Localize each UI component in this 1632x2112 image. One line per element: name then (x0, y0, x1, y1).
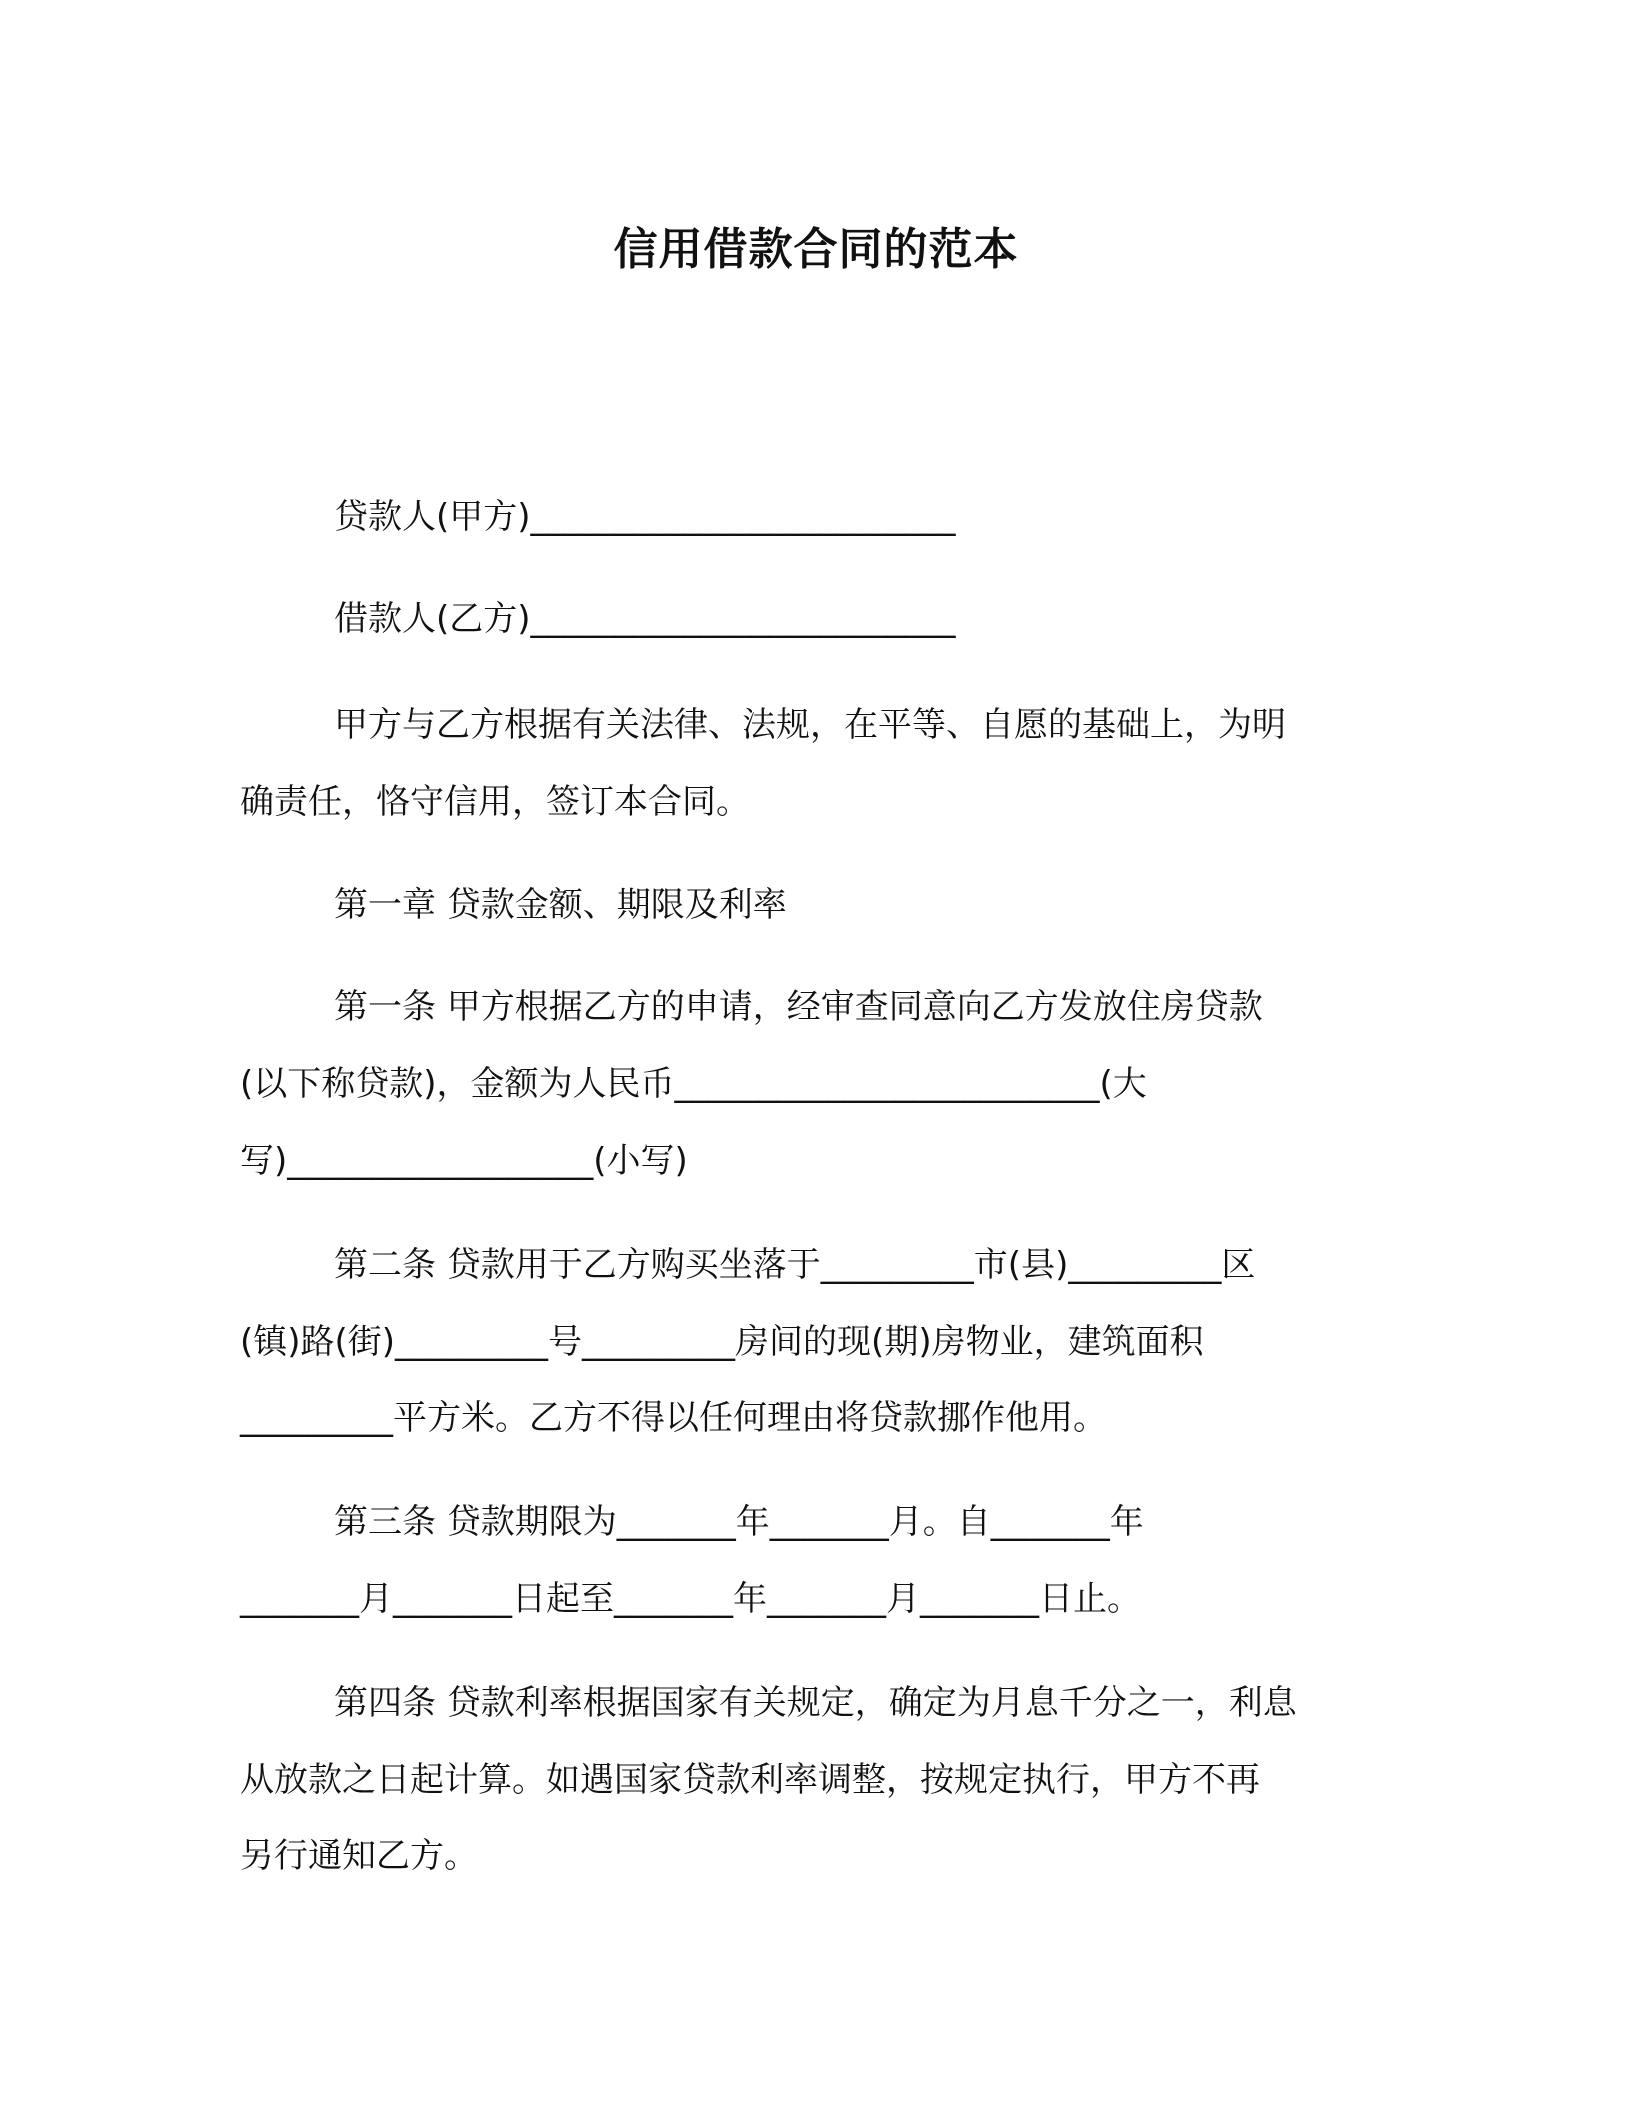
article-2-line-2: (镇)路(街)_________号_________房间的现(期)房物业，建筑面积 (240, 1322, 1204, 1362)
article-2-line-1: 第二条 贷款用于乙方购买坐落于_________市(县)_________区 (334, 1245, 1256, 1285)
article-4-line-2: 从放款之日起计算。如遇国家贷款利率调整，按规定执行，甲方不再 (240, 1760, 1260, 1800)
article-3-line-1: 第三条 贷款期限为_______年_______月。自_______年 (334, 1502, 1144, 1542)
article-1-line-1: 第一条 甲方根据乙方的申请，经审查同意向乙方发放住房贷款 (334, 987, 1263, 1027)
article-3-line-2: _______月_______日起至_______年_______月_______日止。 (240, 1579, 1141, 1619)
article-4-line-3: 另行通知乙方。 (240, 1836, 478, 1876)
preamble-line-2: 确责任，恪守信用，签订本合同。 (240, 782, 750, 822)
preamble-line-1: 甲方与乙方根据有关法律、法规，在平等、自愿的基础上，为明 (334, 705, 1286, 745)
document-title: 信用借款合同的范本 (613, 224, 1019, 275)
article-1-line-3: 写)__________________(小写) (240, 1141, 688, 1181)
chapter-heading: 第一章 贷款金额、期限及利率 (334, 885, 787, 925)
lender-party-line: 贷款人(甲方)_________________________ (334, 497, 956, 537)
article-4-line-1: 第四条 贷款利率根据国家有关规定，确定为月息千分之一，利息 (334, 1683, 1297, 1723)
article-1-line-2: (以下称贷款)，金额为人民币_________________________(大 (240, 1064, 1147, 1104)
article-2-line-3: _________平方米。乙方不得以任何理由将贷款挪作他用。 (240, 1398, 1107, 1438)
borrower-party-line: 借款人(乙方)_________________________ (334, 599, 956, 639)
